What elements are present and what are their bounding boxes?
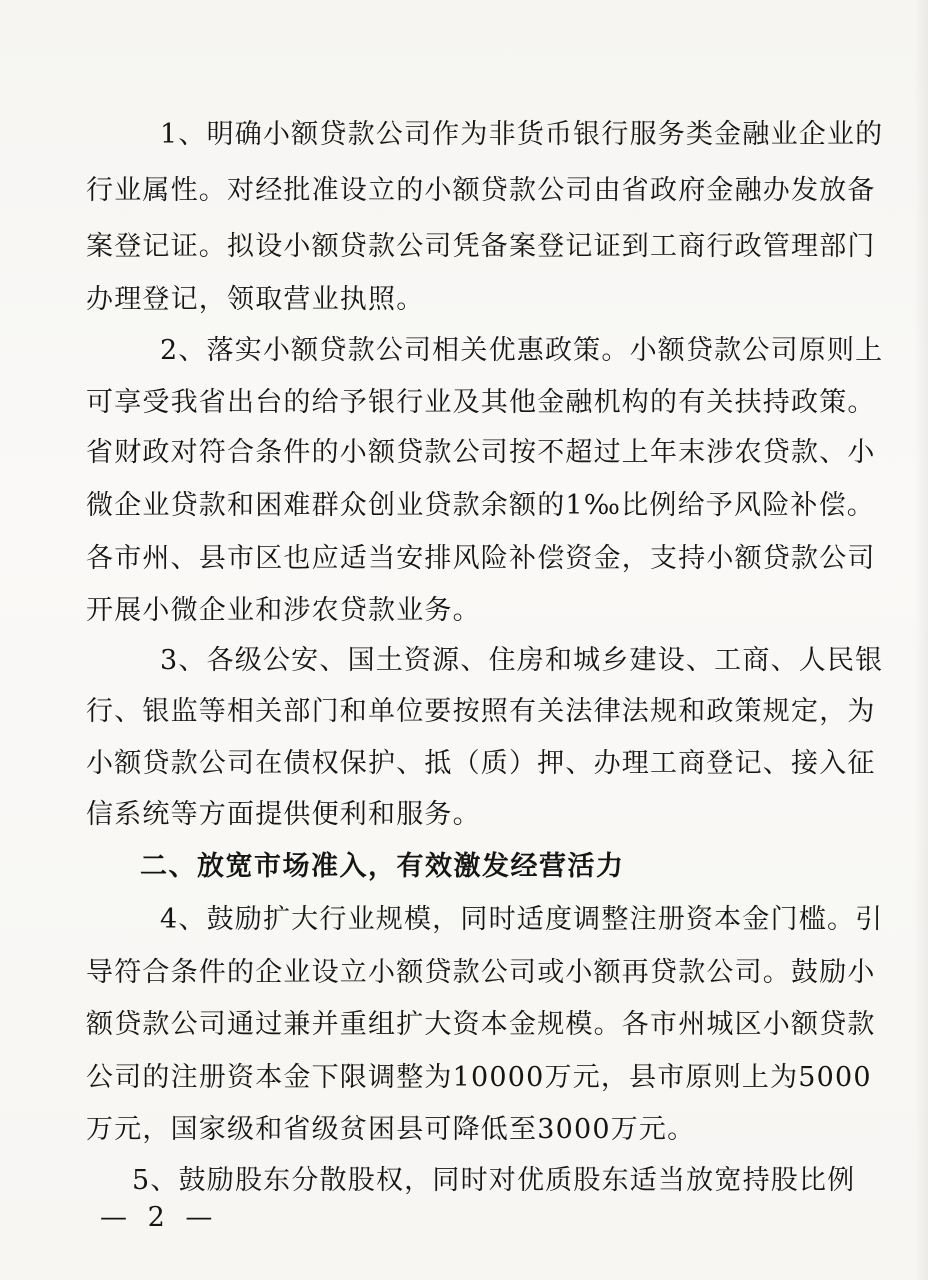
para-1-line-1: 1、明确小额贷款公司作为非货币银行服务类金融业企业的 <box>160 119 884 150</box>
para-5-line-1: 5、鼓励股东分散股权，同时对优质股东适当放宽持股比例 <box>132 1165 856 1196</box>
para-2-line-5: 各市州、县市区也应适当安排风险补偿资金，支持小额贷款公司 <box>86 543 876 574</box>
para-2-line-6: 开展小微企业和涉农贷款业务。 <box>86 595 481 626</box>
page-number: — 2 — <box>100 1202 219 1233</box>
para-2-line-1: 2、落实小额贷款公司相关优惠政策。小额贷款公司原则上 <box>160 335 884 366</box>
para-3-line-1: 3、各级公安、国土资源、住房和城乡建设、工商、人民银 <box>160 645 884 676</box>
para-2-line-3: 省财政对符合条件的小额贷款公司按不超过上年末涉农贷款、小 <box>86 437 876 468</box>
para-1-line-3: 案登记证。拟设小额贷款公司凭备案登记证到工商行政管理部门 <box>86 231 876 262</box>
para-4-line-2: 导符合条件的企业设立小额贷款公司或小额再贷款公司。鼓励小 <box>86 957 876 988</box>
para-3-line-2: 行、银监等相关部门和单位要按照有关法律法规和政策规定，为 <box>86 696 876 727</box>
para-4-line-4: 公司的注册资本金下限调整为10000万元，县市原则上为5000 <box>86 1062 872 1093</box>
para-1-line-2: 行业属性。对经批准设立的小额贷款公司由省政府金融办发放备 <box>86 175 876 206</box>
para-3-line-4: 信系统等方面提供便利和服务。 <box>86 799 481 830</box>
para-1-line-4: 办理登记，领取营业执照。 <box>86 284 425 315</box>
para-2-line-4: 微企业贷款和困难群众创业贷款余额的1‰比例给予风险补偿。 <box>86 490 876 521</box>
page-edge-shadow <box>914 0 928 1280</box>
para-4-line-3: 额贷款公司通过兼并重组扩大资本金规模。各市州城区小额贷款 <box>86 1009 876 1040</box>
section-heading: 二、放宽市场准入，有效激发经营活力 <box>140 851 625 882</box>
para-3-line-3: 小额贷款公司在债权保护、抵（质）押、办理工商登记、接入征 <box>86 748 876 779</box>
para-4-line-1: 4、鼓励扩大行业规模，同时适度调整注册资本金门槛。引 <box>160 904 884 935</box>
para-4-line-5: 万元，国家级和省级贫困县可降低至3000万元。 <box>86 1114 696 1145</box>
para-2-line-2: 可享受我省出台的给予银行业及其他金融机构的有关扶持政策。 <box>86 387 876 418</box>
